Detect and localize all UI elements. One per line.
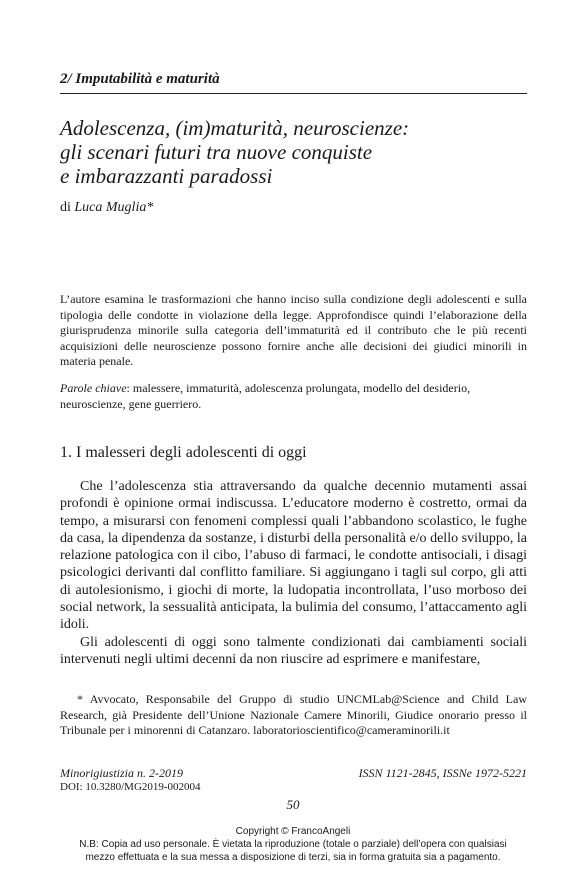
keywords-label: Parole chiave <box>60 381 127 395</box>
title-line: Adolescenza, (im)maturità, neuroscienze: <box>60 116 410 140</box>
body-paragraph: Gli adolescenti di oggi sono talmente condizionati dai cambiamenti sociali intervenuti negli ultimi decenni da non riuscire ad esprimere e manifestare, <box>60 634 527 667</box>
title-line: gli scenari futuri tra nuove conquiste <box>60 140 373 164</box>
journal-citation: Minorigiustizia n. 2-2019 <box>60 766 184 780</box>
body-paragraph: Che l’adolescenza stia attraversando da qualche decennio mutamenti assai profondi è opinione ormai indiscussa. L’educatore moderno è costretto, ormai da tempo, a misurarsi con fenomeni complessi quali l’abbandono scolastico, le fughe da casa, la dipendenza da sostanze, i disturbi della personalità e/o dello sviluppo, la relazione patologica con il cibo, l’abuso di farmaci, le condotte antisociali, i disagi psicologici derivanti dal conflitto familiare. Si aggiungano i tagli sul corpo, gli atti di autolesionismo, i giochi di morte, la ludopatia incontrollata, l’uso morboso dei social network, la sessualità anticipata, la bulimia del consumo, l’attaccamento agli idoli. <box>60 479 527 633</box>
author-prefix: di <box>60 200 71 215</box>
author-line <box>60 200 153 216</box>
usage-notice <box>0 838 586 864</box>
doi: DOI: 10.3280/MG2019-002004 <box>60 781 201 793</box>
copyright-notice: Copyright © FrancoAngeli <box>235 826 351 837</box>
keywords <box>60 381 527 412</box>
article-title <box>60 116 530 188</box>
section-heading: 1. I malesseri degli adolescenti di oggi <box>60 444 307 461</box>
body-text <box>60 478 527 668</box>
notice-line: mezzo effettuata e la sua messa a disposizione di terzi, sia in forma gratuita sia a pagamento. <box>85 852 501 863</box>
header-rule <box>60 93 527 94</box>
keywords-text: : malessere, immaturità, adolescenza prolungata, modello del desiderio, neuroscienze, gene guerriero. <box>60 381 471 411</box>
notice-line: N.B: Copia ad uso personale. È vietata la riproduzione (totale o parziale) dell’opera con qualsiasi <box>79 839 507 850</box>
issn: ISSN 1121-2845, ISSNe 1972-5221 <box>358 766 527 780</box>
footnote-text: * Avvocato, Responsabile del Gruppo di studio UNCMLab@Science and Child Law Research, già Presidente dell’Unione Nazionale Camere Minorili, Giudice onorario presso il Tribunale per i minorenni di Catanzaro. laboratorioscientifico@cameraminorili.it <box>60 692 527 737</box>
page-number: 50 <box>286 797 300 812</box>
section-label: 2/ Imputabilità e maturità <box>60 71 220 87</box>
title-line: e imbarazzanti paradossi <box>60 164 273 188</box>
abstract: L’autore esamina le trasformazioni che hanno inciso sulla condizione degli adolescenti e sulla tipologia delle condotte in violazione della legge. Approfondisce quindi l’elaborazione della giurisprudenza minorile sulla categoria dell’immaturità ed il contributo che le più recenti acquisizioni delle neuroscienze possono fornire anche alle decisioni dei giudici minorili in materia penale. <box>60 292 527 368</box>
footnote <box>60 692 527 739</box>
author-name: Luca Muglia* <box>74 200 154 215</box>
